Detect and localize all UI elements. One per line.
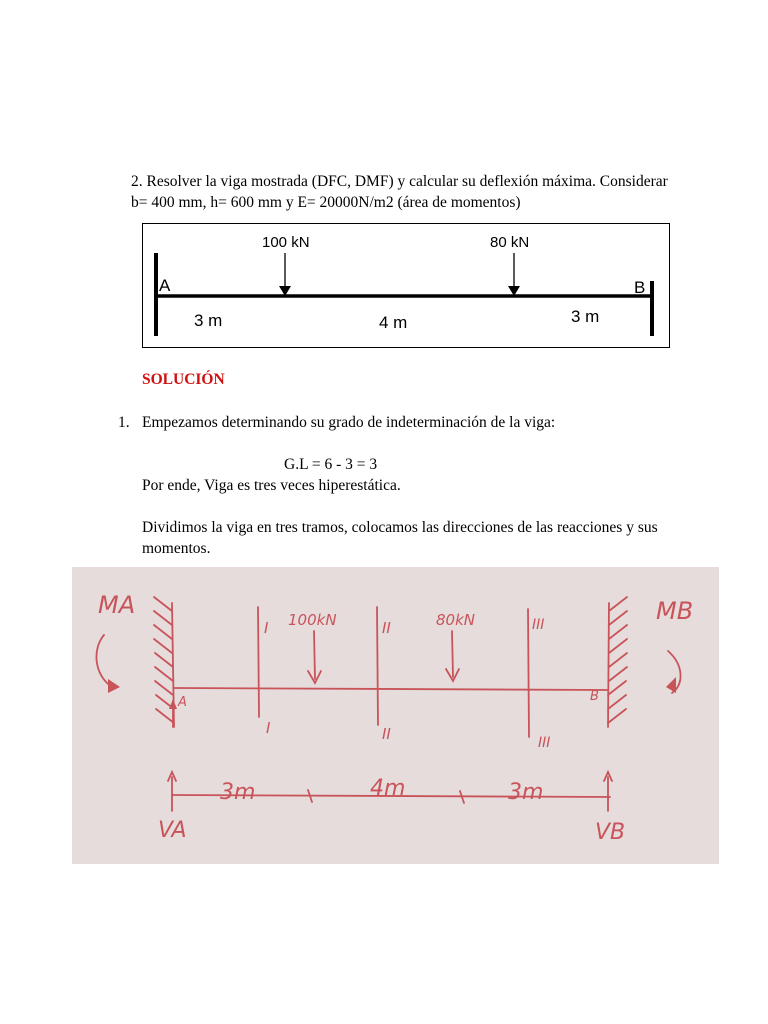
section-3-top-label: III xyxy=(532,617,545,633)
sketch-load-1-label: 100kN xyxy=(288,611,337,629)
reaction-a-label: VA xyxy=(158,818,187,843)
load-80kn-label: 80 kN xyxy=(490,234,530,251)
load-100kn-label: 100 kN xyxy=(262,234,310,251)
handwritten-sketch-photo xyxy=(72,567,719,864)
reaction-b-label: VB xyxy=(595,820,626,845)
span-1-label: 3 m xyxy=(194,311,223,330)
sketch-load-2-label: 80kN xyxy=(436,611,475,629)
beam-diagram xyxy=(142,223,670,348)
problem-statement-line-2: b= 400 mm, h= 600 mm y E= 20000N/m2 (área de momentos) xyxy=(131,194,521,211)
span-3-label: 3 m xyxy=(571,307,600,326)
conclusion-text: Por ende, Viga es tres veces hiperestática. xyxy=(142,477,401,494)
section-3-bottom-label: III xyxy=(538,735,551,751)
load-80kn-sketch-arrow xyxy=(452,631,453,677)
paragraph-line-1: Dividimos la viga en tres tramos, colocamos las direcciones de las reacciones y sus xyxy=(142,519,658,536)
solution-heading: SOLUCIÓN xyxy=(142,371,225,388)
section-1-top-label: I xyxy=(264,619,269,637)
sketch-span-1-label: 3m xyxy=(220,780,256,805)
section-1-cut xyxy=(258,607,259,717)
node-b-label: B xyxy=(590,689,599,704)
node-a-label: A xyxy=(178,695,187,710)
indeterminacy-equation: G.L = 6 - 3 = 3 xyxy=(284,456,378,473)
step-1-text: Empezamos determinando su grado de indeterminación de la viga: xyxy=(142,414,556,431)
section-1-bottom-label: I xyxy=(266,719,271,737)
section-2-top-label: II xyxy=(382,619,391,637)
support-b-label: B xyxy=(634,278,646,297)
span-2-label: 4 m xyxy=(379,313,408,332)
support-a-label: A xyxy=(159,276,171,295)
paragraph-line-2: momentos. xyxy=(142,540,211,557)
problem-statement-line-1: 2. Resolver la viga mostrada (DFC, DMF) y calcular su deflexión máxima. Considerar xyxy=(131,173,668,190)
moment-b-label: MB xyxy=(656,597,694,625)
load-100kn-sketch-arrow xyxy=(314,631,315,679)
section-2-bottom-label: II xyxy=(382,725,391,743)
step-1-number: 1. xyxy=(118,414,130,431)
section-3-cut xyxy=(528,609,529,737)
sketch-span-3-label: 3m xyxy=(508,780,544,805)
sketch-span-2-label: 4m xyxy=(370,776,406,801)
moment-a-label: MA xyxy=(98,591,136,619)
section-2-cut xyxy=(377,607,378,725)
